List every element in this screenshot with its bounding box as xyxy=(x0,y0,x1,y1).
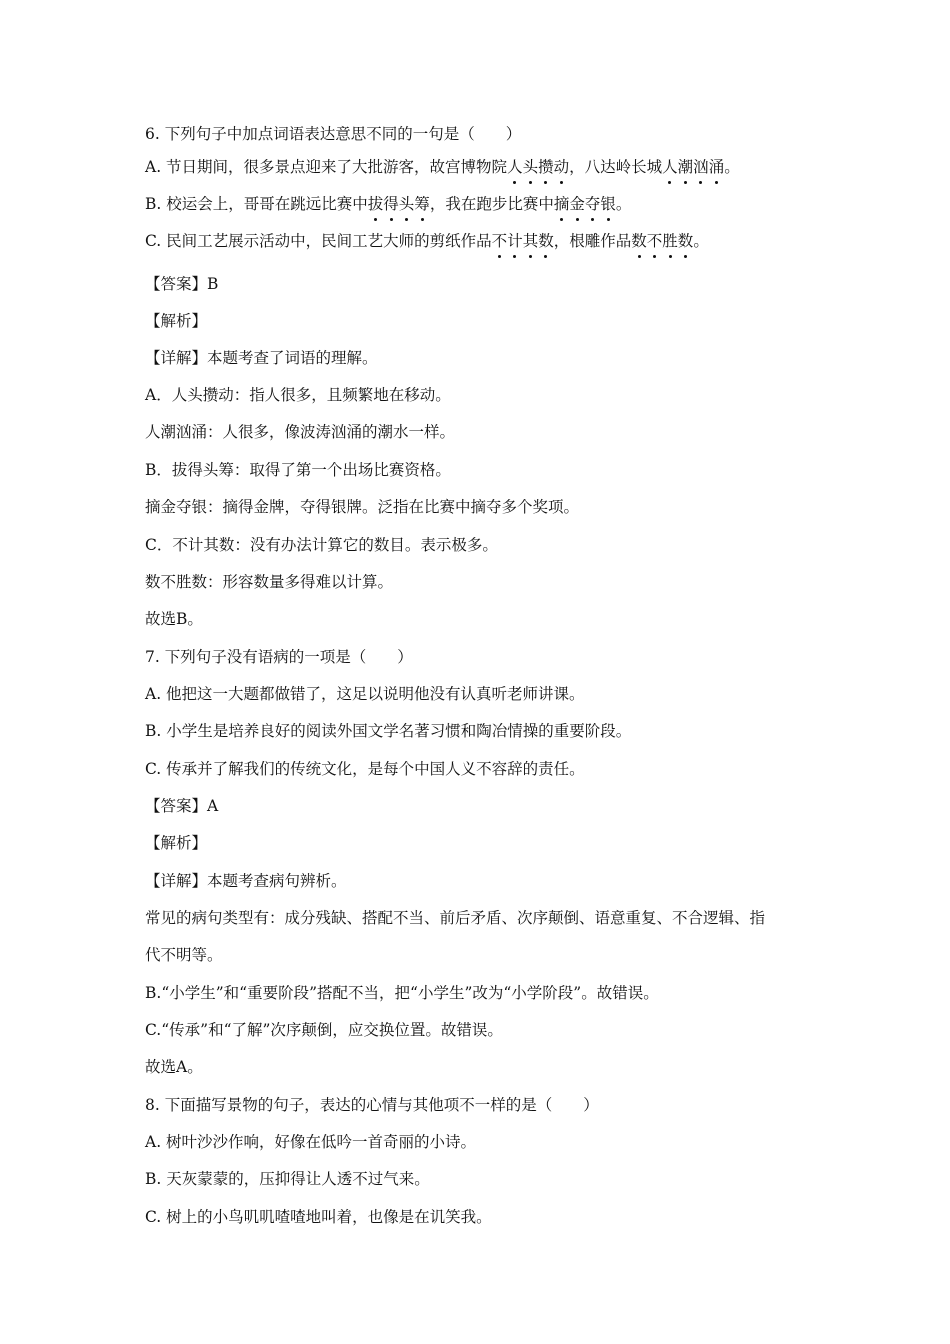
answer-label: 【答案】A xyxy=(145,797,219,815)
emphasized-word xyxy=(368,195,430,213)
dotted-char: 头 xyxy=(522,158,539,176)
analysis-label: 【解析】 xyxy=(145,834,208,852)
question-6-option-c: C. 民间工艺展示活动中，民间工艺大师的剪纸作品不计其数，根雕作品数不胜数。 xyxy=(145,232,709,250)
dotted-char: 不 xyxy=(646,232,663,250)
dotted-char: 摘 xyxy=(553,195,570,213)
explanation-line: A．人头攒动：指人很多，且频繁地在移动。 xyxy=(145,386,451,404)
dotted-char: 拔 xyxy=(367,195,384,213)
dotted-char: 金 xyxy=(569,195,585,213)
dotted-char: 人 xyxy=(662,158,678,176)
explanation-line: 数不胜数：形容数量多得难以计算。 xyxy=(145,573,394,591)
question-6-option-a: A. 节日期间，很多景点迎来了大批游客，故宫博物院人头攒动，八达岭长城人潮汹涌。 xyxy=(145,158,740,176)
explanation-line: C．不计其数：没有办法计算它的数目。表示极多。 xyxy=(145,536,498,554)
detail-text: 【详解】本题考查了词语的理解。 xyxy=(145,349,378,367)
emphasized-word xyxy=(507,158,569,176)
explanation-line: 常见的病句类型有：成分残缺、搭配不当、前后矛盾、次序颠倒、语意重复、不合逻辑、指 xyxy=(145,909,766,927)
explanation-line: C.“传承”和“了解”次序颠倒，应交换位置。故错误。 xyxy=(145,1021,503,1039)
emphasized-word xyxy=(554,195,616,213)
answer-label: 【答案】B xyxy=(145,275,219,293)
dotted-char: 数 xyxy=(631,232,647,250)
dotted-char: 计 xyxy=(507,232,523,250)
dotted-char: 攒 xyxy=(538,158,554,176)
question-6-option-b: B. 校运会上，哥哥在跳远比赛中拔得头筹，我在跑步比赛中摘金夺银。 xyxy=(145,195,632,213)
dotted-char: 人 xyxy=(507,158,523,176)
dotted-char: 涌 xyxy=(708,158,725,176)
dotted-char: 数 xyxy=(538,232,554,250)
dotted-char: 动 xyxy=(553,158,570,176)
analysis-label: 【解析】 xyxy=(145,312,208,330)
dotted-char: 头 xyxy=(398,195,415,213)
detail-text: 【详解】本题考查病句辨析。 xyxy=(145,872,347,890)
question-7-stem: 7. 下列句子没有语病的一项是（ ） xyxy=(145,648,413,666)
dotted-char: 汹 xyxy=(693,158,709,176)
question-8-option-b: B. 天灰蒙蒙的，压抑得让人透不过气来。 xyxy=(145,1170,430,1188)
question-7-option-c: C. 传承并了解我们的传统文化，是每个中国人义不容辞的责任。 xyxy=(145,760,585,778)
choice-conclusion: 故选B。 xyxy=(145,610,203,628)
explanation-line: 代不明等。 xyxy=(145,946,223,964)
choice-conclusion: 故选A。 xyxy=(145,1058,203,1076)
dotted-char: 筹 xyxy=(414,195,430,213)
dotted-char: 其 xyxy=(522,232,539,250)
question-8-option-a: A. 树叶沙沙作响，好像在低吟一首奇丽的小诗。 xyxy=(145,1133,477,1151)
dotted-char: 不 xyxy=(491,232,508,250)
emphasized-word xyxy=(631,232,693,250)
emphasized-word xyxy=(492,232,554,250)
emphasized-word xyxy=(662,158,724,176)
dotted-char: 夺 xyxy=(584,195,601,213)
explanation-line: B．拔得头筹：取得了第一个出场比赛资格。 xyxy=(145,461,451,479)
dotted-char: 数 xyxy=(677,232,694,250)
dotted-char: 潮 xyxy=(677,158,694,176)
explanation-line: B.“小学生”和“重要阶段”搭配不当，把“小学生”改为“小学阶段”。故错误。 xyxy=(145,984,659,1002)
question-7-option-b: B. 小学生是培养良好的阅读外国文学名著习惯和陶冶情操的重要阶段。 xyxy=(145,722,632,740)
dotted-char: 得 xyxy=(383,195,399,213)
question-8-option-c: C. 树上的小鸟叽叽喳喳地叫着，也像是在讥笑我。 xyxy=(145,1208,492,1226)
dotted-char: 胜 xyxy=(662,232,678,250)
explanation-line: 摘金夺银：摘得金牌，夺得银牌。泛指在比赛中摘夺多个奖项。 xyxy=(145,498,580,516)
question-8-stem: 8. 下面描写景物的句子，表达的心情与其他项不一样的是（ ） xyxy=(145,1096,599,1114)
question-7-option-a: A. 他把这一大题都做错了，这足以说明他没有认真听老师讲课。 xyxy=(145,685,585,703)
dotted-char: 银 xyxy=(600,195,616,213)
question-6-stem: 6. 下列句子中加点词语表达意思不同的一句是（ ） xyxy=(145,125,522,143)
explanation-line: 人潮汹涌：人很多，像波涛汹涌的潮水一样。 xyxy=(145,423,456,441)
